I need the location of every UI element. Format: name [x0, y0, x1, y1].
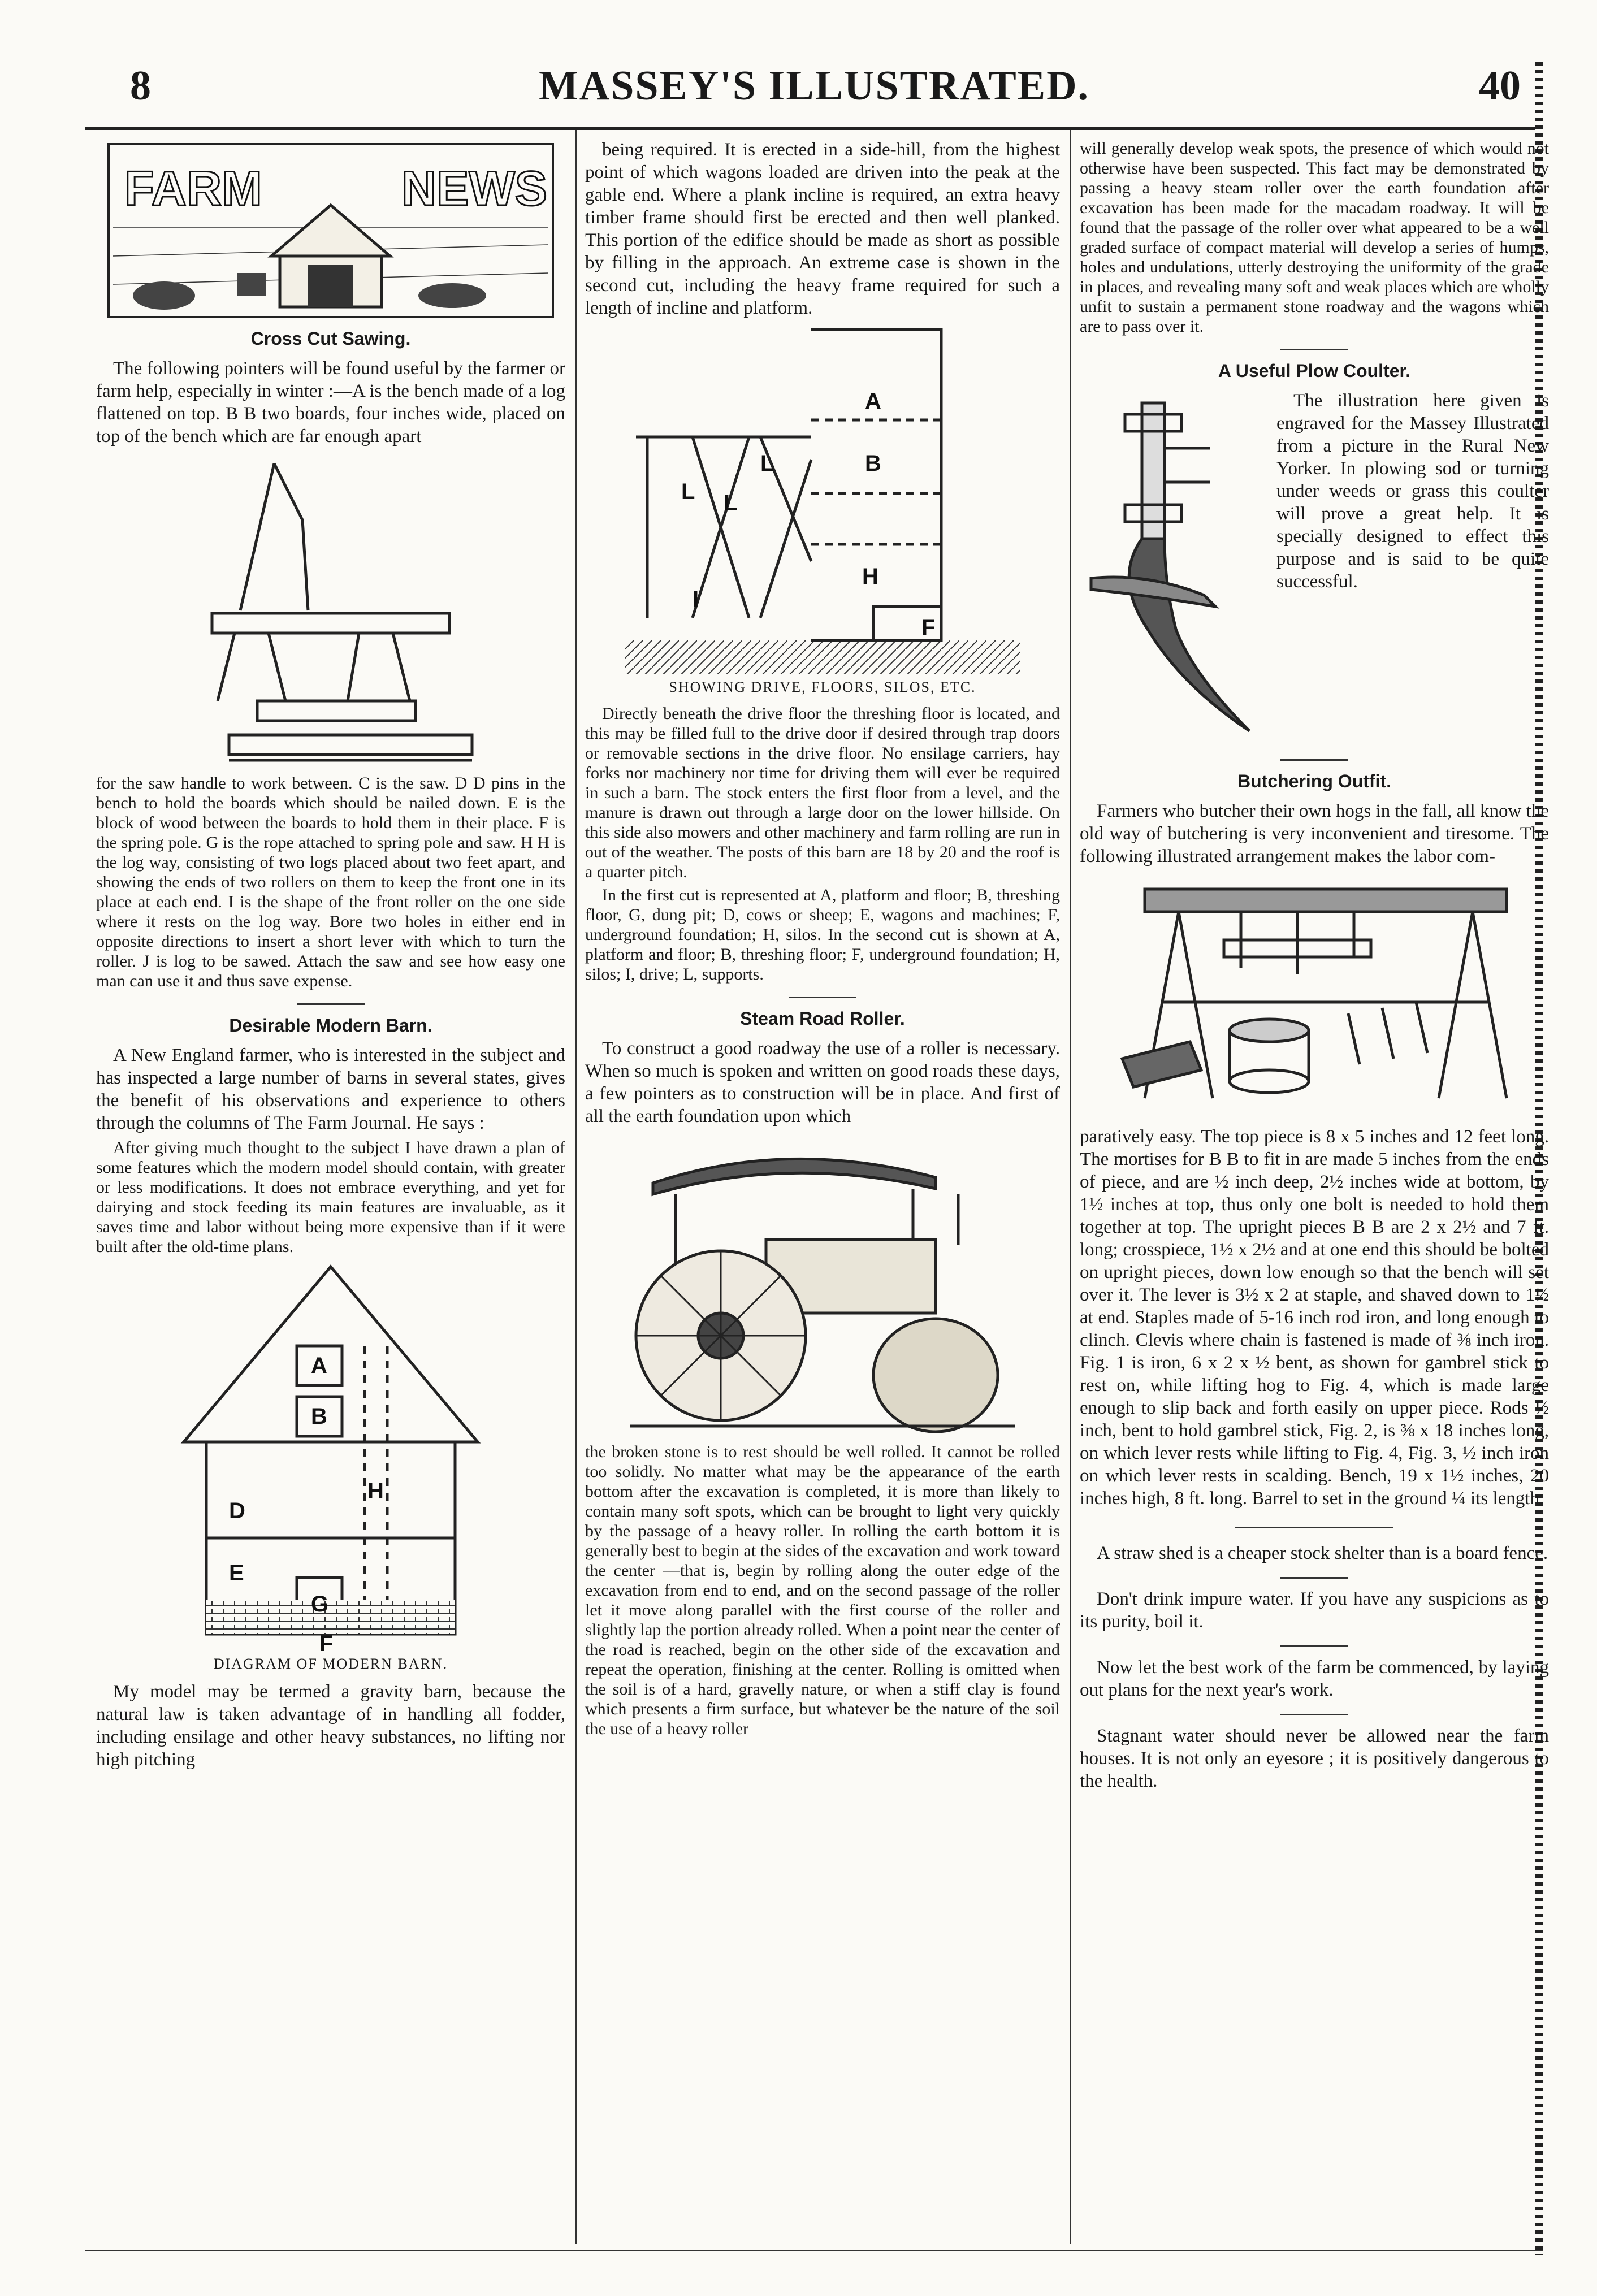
cross-cut-heading: Cross Cut Sawing.	[250, 328, 411, 349]
column-3	[1080, 138, 1549, 2241]
roller-heading: Steam Road Roller.	[740, 1008, 905, 1029]
masthead-word-farm: FARM	[124, 162, 262, 216]
section-separator	[1280, 1714, 1348, 1715]
butcher-heading: Butchering Outfit.	[1237, 771, 1391, 791]
coulter-heading: A Useful Plow Coulter.	[1218, 361, 1411, 381]
roller-para-2: the broken stone is to rest should be well rolled. It cannot be rolled too solidly. No matter what may be the appearance of the earth bottom after the excavation is completed, it is more than likely to contain many soft spots, which can be brought to light very quickly by the passage of a heavy roller. In rolling the earth bottom it is generally best to begin at the sides of the excavation and work toward the center —that is, begin by rolling along the outer edge of the excavation from end to end, and on the second passage of the roller let it move along parallel with the first course of the roller and slightly lap the portion already rolled. When a point near the center of the road is reached, begin on the other side of the excavation and repeat the operation, finishing at the center. Rolling is omitted when the soil is of a hard, gravelly nature, or when a stiff clay is found which presents a firm surface, but whatever be the nature of the soil the use of a heavy roller	[585, 1442, 1060, 1738]
column-2	[585, 138, 1060, 2241]
column-divider	[1070, 130, 1071, 2244]
svg-text:H: H	[862, 564, 878, 589]
svg-text:B: B	[311, 1404, 327, 1429]
barn-para-4: Directly beneath the drive floor the threshing floor is located, and this may be filled full to the drive door if desired through trap doors or removable sections in the drive floor. No ensilage carriers, hay forks nor machinery nor time for driving them will ever be required in such a barn. The stock enters the first floor from a level, and the manure is drawn out through a large door on the lower hillside. On this side also mowers and other machinery and farm rolling are run in out of the weather. The posts of this barn are 18 by 20 and the roof is a quarter pitch.	[585, 704, 1060, 881]
svg-text:E: E	[229, 1561, 244, 1585]
section-separator	[789, 997, 856, 998]
plow-coulter-illustration	[1080, 392, 1266, 742]
barn-caption: DIAGRAM OF MODERN BARN.	[213, 1656, 448, 1672]
publication-title: MASSEY'S ILLUSTRATED.	[538, 63, 1090, 109]
section-separator	[1280, 759, 1348, 761]
note-stagnant-water: Stagnant water should never be allowed near the farm houses. It is not only an eyesore ; it is positively dangerous to the health.	[1080, 1726, 1549, 1791]
section-separator	[297, 1003, 365, 1005]
cross-cut-para-1: The following pointers will be found useful by the farmer or farm help, especially in winter :—A is the bench made of a log flattened on top. B B two boards, four inches wide, placed on top of the bench which are far enough apart	[96, 358, 565, 447]
steam-roller-illustration	[619, 1132, 1026, 1437]
barn-para-2: After giving much thought to the subject I have drawn a plan of some features which the modern model should contain, with greater or less modifications. It does not embrace everything, and yet for dairying and stock feeding its main features are invaluable, as it saves time and labor without being more expensive than if it were built after the old-time plans.	[96, 1138, 565, 1256]
column-divider	[575, 130, 577, 2244]
coulter-para: The illustration here given is engraved for the Massey Illustrated from a picture in the Rural New Yorker. In plowing sod or turning under weeds or grass this coulter will prove a great help. It is specially designed to effect this purpose and is said to be quite successful.	[1276, 391, 1549, 592]
footer-rule	[85, 2250, 1543, 2251]
column-1	[96, 138, 565, 2241]
section-separator	[1280, 1645, 1348, 1647]
note-impure-water: Don't drink impure water. If you have any suspicions as to its purity, boil it.	[1080, 1589, 1549, 1632]
page-number-right: 40	[1479, 63, 1521, 109]
page-number-left: 8	[130, 63, 151, 109]
farm-news-masthead	[107, 143, 554, 318]
svg-text:L: L	[724, 491, 738, 515]
svg-text:F: F	[921, 615, 936, 640]
note-straw-shed: A straw shed is a cheaper stock shelter than is a board fence.	[1097, 1543, 1548, 1563]
barn-para-3: My model may be termed a gravity barn, because the natural law is taken advantage of in handling all fodder, including ensilage and other heavy substances, no lifting nor high pitching	[96, 1682, 565, 1770]
section-separator	[1280, 349, 1348, 350]
saw-bench-diagram	[155, 452, 506, 769]
barn-drive-diagram	[625, 324, 1020, 674]
svg-text:A: A	[311, 1353, 327, 1378]
note-plans: Now let the best work of the farm be commenced, by laying out plans for the next year's work.	[1080, 1657, 1549, 1700]
drive-caption: SHOWING DRIVE, FLOORS, SILOS, ETC.	[669, 679, 976, 695]
butcher-para-1: Farmers who butcher their own hogs in the fall, all know the old way of butchering is very inconvenient and tiresome. The following illustrated arrangement makes the labor com-	[1080, 801, 1549, 867]
section-separator	[1235, 1527, 1393, 1528]
roller-para-1: To construct a good roadway the use of a roller is necessary. When so much is spoken and written on good roads these days, a few pointers as to construction will be in place. And first of all the earth foundation upon which	[585, 1038, 1060, 1127]
butcher-para-2: paratively easy. The top piece is 8 x 5 inches and 12 feet long. The mortises for B B to fit in are made 5 inches from the ends of piece, and are ½ inch deep, 2½ inches wide at bottom, by 1½ inches at top, thus only one bolt is needed to hold them together at top. The upright pieces B B are 2 x 2½ and 7 ft. long; crosspiece, 1½ x 2½ and at one end this should be bolted on upright pieces, down low enough so that the bench will set over it. The lever is 3½ x 2 at staple, and shaved down to 1½ at end. Staples made of 5-16 inch rod iron, and long enough to clinch. Clevis where chain is fastened is made of ⅜ inch iron. Fig. 1 is iron, 6 x 2 x ½ bent, as shown for gambrel stick to rest on, while lifting hog to Fig. 4, which is made large enough to slip back and forth easily on upper piece. Rods ½ inch, bent to hold gambrel stick, Fig. 2, is ⅜ x 18 inches long, on which lever rests while lifting to Fig. 4, Fig. 3, ½ inch iron on which lever rests in scalding. Bench, 19 x 1½ inches, 20 inches high, 8 ft. long. Barrel to set in the ground ¼ its length	[1080, 1127, 1549, 1509]
barn-para-1: A New England farmer, who is interested in the subject and has inspected a large number of barns in several states, gives the benefit of his observations and experience to others through the columns of The Farm Journal. He says :	[96, 1045, 565, 1133]
butchering-outfit-illustration	[1111, 872, 1518, 1121]
cross-cut-para-2: for the saw handle to work between. C is the saw. D D pins in the bench to hold the boards which should be nailed down. E is the block of wood between the boards to hold them in their place. F is the spring pole. G is the rope attached to spring pole and saw. H H is the log way, consisting of two logs placed about two feet apart, and showing the ends of two rollers on them to keep the front one in its place at each end. I is the shape of the front roller on the one side where it rests on the log way. Bore two holes in either end in opposite directions to insert a short lever with which to turn the roller. J is log to be sawed. Attach the saw and see how easy one man can use it and thus save expense.	[96, 774, 565, 990]
svg-text:G: G	[311, 1592, 329, 1617]
modern-barn-diagram	[172, 1261, 489, 1651]
svg-text:D: D	[229, 1498, 245, 1523]
svg-text:H: H	[367, 1479, 384, 1504]
masthead-word-news: NEWS	[401, 162, 547, 216]
barn-continued-para: being required. It is erected in a side-hill, from the highest point of which wagons loaded are driven into the peak at the gable end. Where a plank incline is required, an extra heavy timber frame should first be erected and then well planked. This portion of the edifice should be made as short as possible by filling in the approach. An extreme case is shown in the second cut, including the heavy frame required for such a length of incline and platform.	[585, 140, 1060, 318]
svg-text:L: L	[760, 451, 774, 476]
page-header	[85, 57, 1543, 124]
header-rule	[85, 127, 1543, 130]
svg-text:L: L	[681, 479, 695, 504]
barn-para-5: In the first cut is represented at A, platform and floor; B, threshing floor, G, dung pit; D, cows or sheep; E, wagons and machines; F, underground foundation; H, silos. In the second cut is shown at A, platform and floor; B, threshing floor; F, underground foundation; H, silos; I, drive; L, supports.	[585, 886, 1060, 984]
section-separator	[1280, 1577, 1348, 1579]
barn-heading: Desirable Modern Barn.	[229, 1015, 432, 1036]
roller-para-3: will generally develop weak spots, the presence of which would not otherwise have been suspected. This fact may be demonstrated by passing a heavy steam roller over the earth foundation after excavation has been made for the macadam roadway. It will be found that the passage of the roller over what appeared to be a well graded surface of compact material will develop a series of humps, holes and undulations, utterly destroying the uniformity of the grade in places, and revealing many soft and weak places which are wholly unfit to sustain a permanent stone roadway and the wagons which are to pass over it.	[1080, 139, 1549, 336]
svg-text:F: F	[319, 1631, 334, 1651]
newspaper-page	[85, 34, 1549, 2267]
svg-text:I: I	[693, 587, 699, 612]
svg-text:A: A	[865, 389, 881, 414]
svg-text:B: B	[865, 451, 881, 476]
